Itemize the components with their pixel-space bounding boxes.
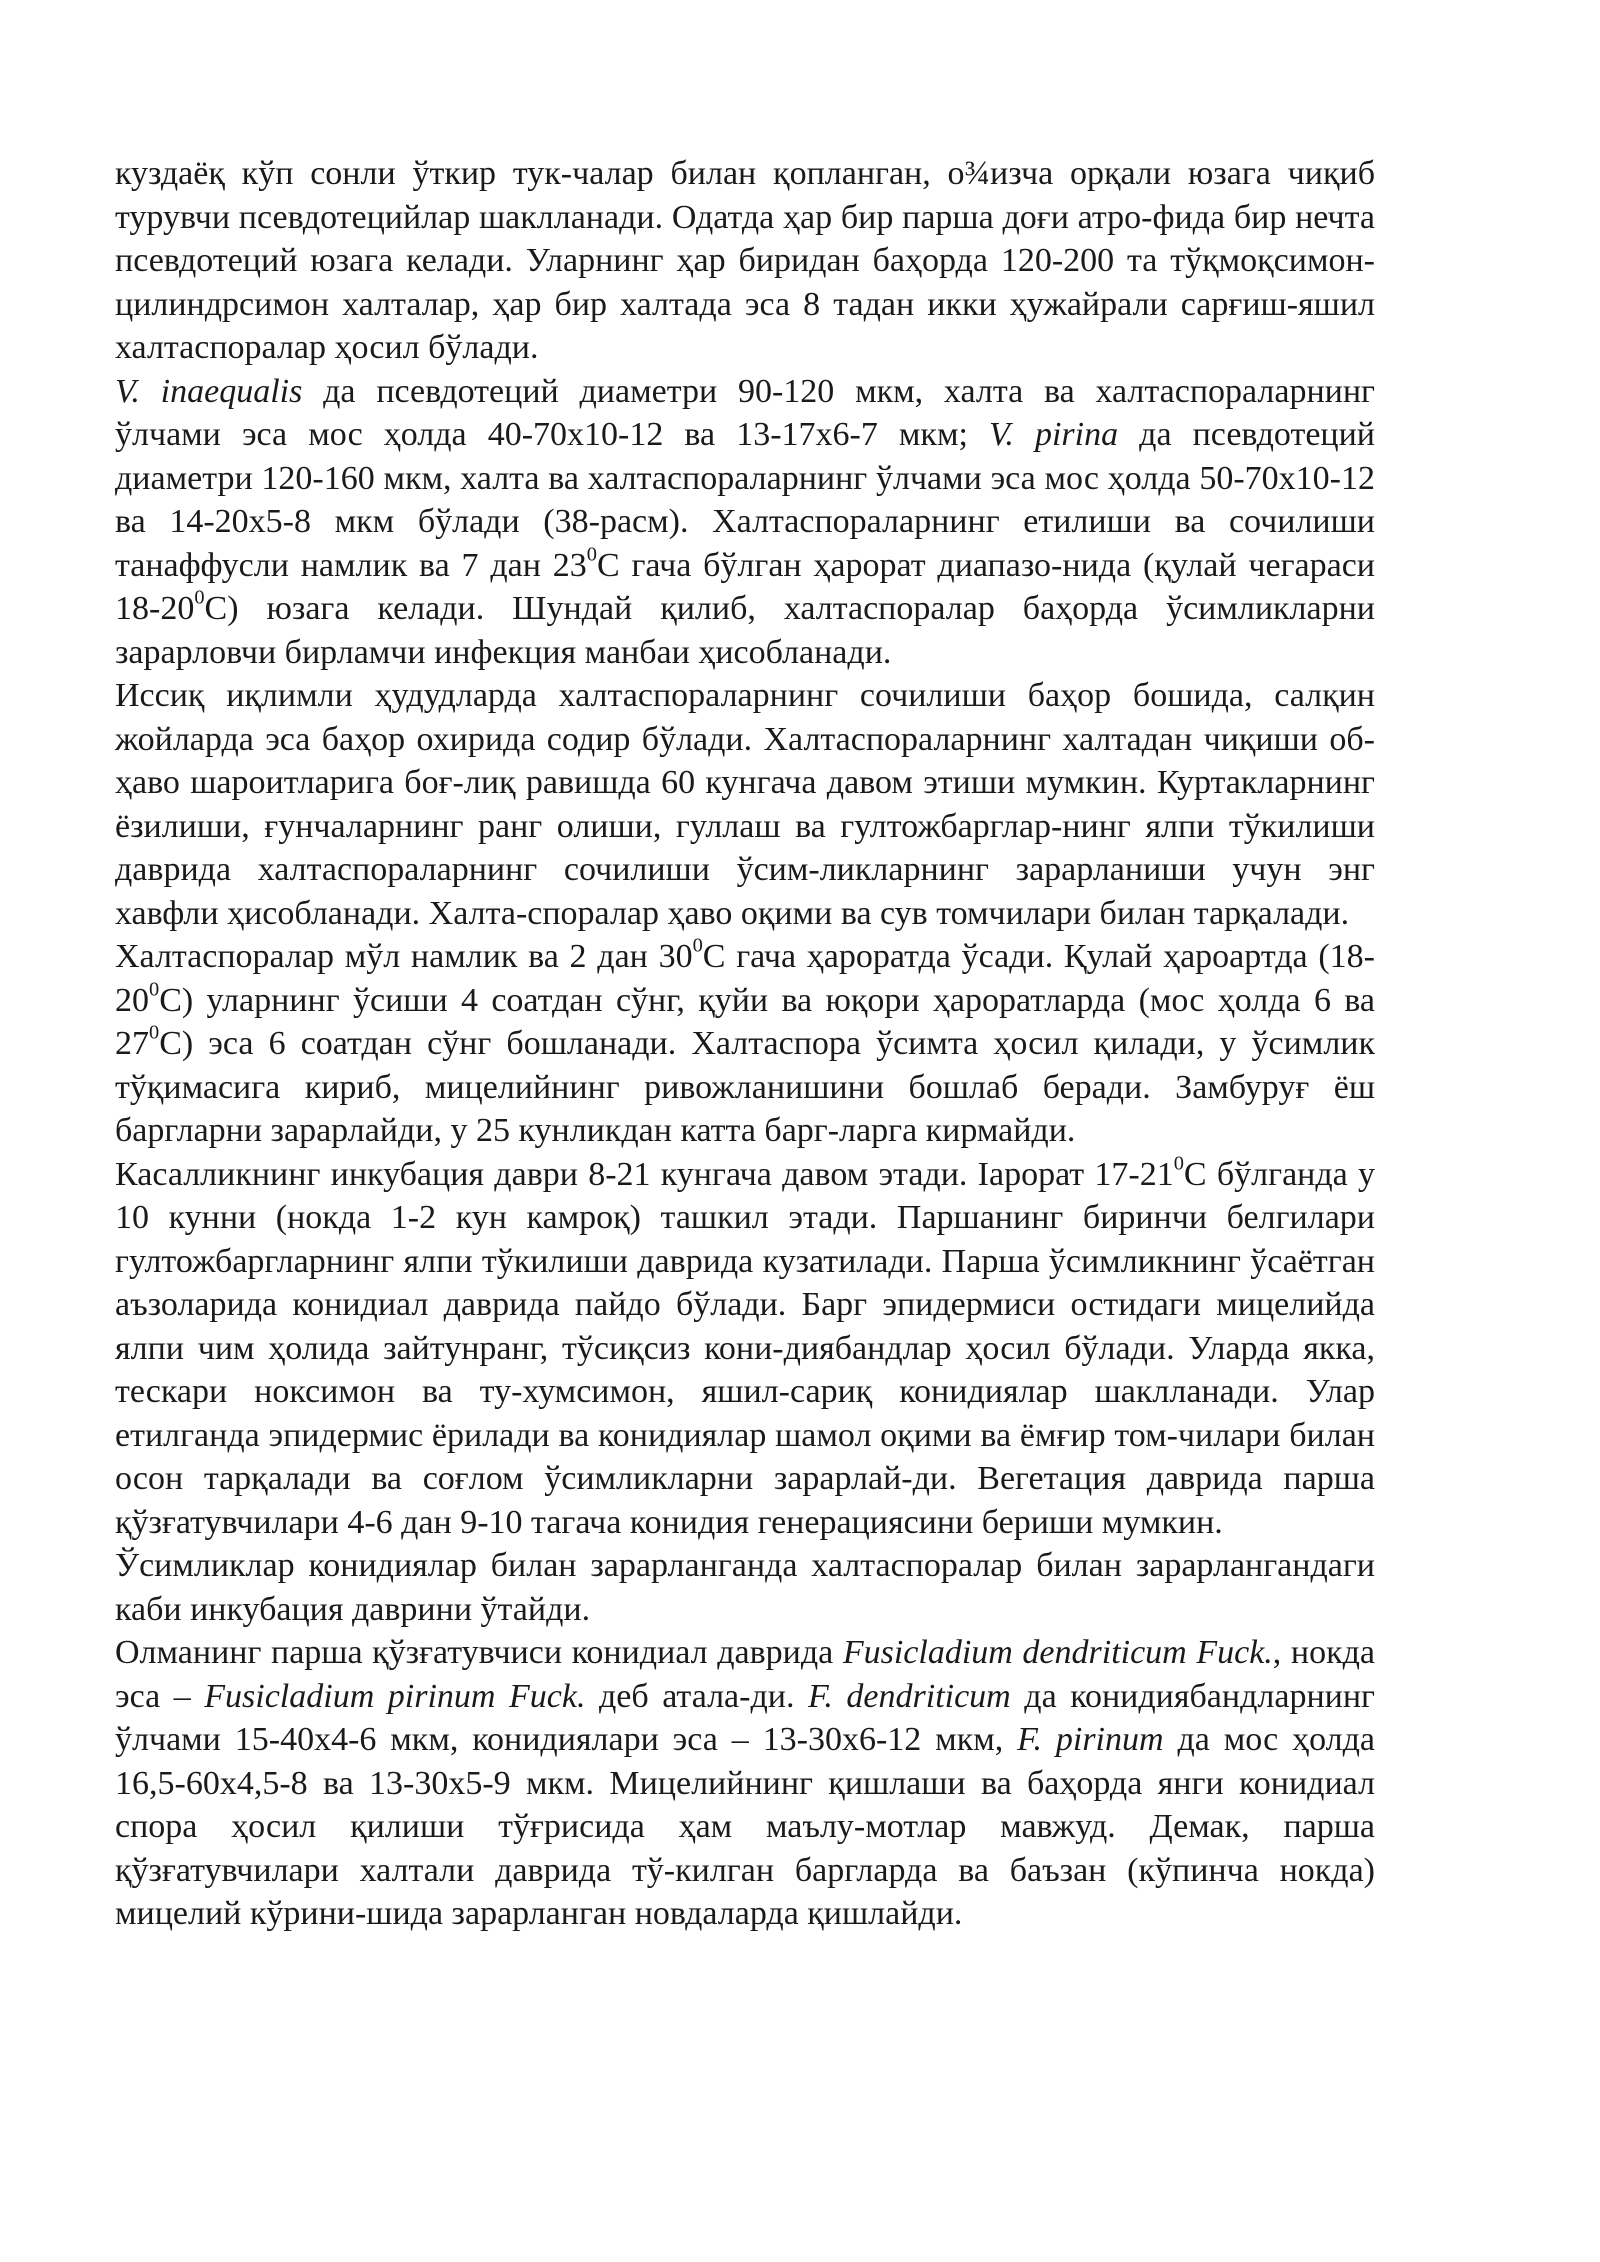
paragraph [115,674,1375,935]
text-run: С бўлганда у 10 кунни (нокда 1-2 кун камроқ) ташкил этади. Паршанинг биринчи белгилари гултожбаргларнинг ялпи тўкилиши даврида кузатилади. Парша ўсимликнинг ўсаётган аъзоларида конидиал даврида пайдо бўлади. Барг эпидермиси остидаги мицелийда ялпи чим ҳолида зайтунранг, тўсиқсиз кони-диябандлар ҳосил бўлади. Уларда якка, тескари ноксимон ва ту-хумсимон, яшил-сариқ конидиялар шаклланади. Улар етилганда эпидермис ёрилади ва конидиялар шамол оқими ва ёмғир том-чилари билан осон тарқалади ва соғлом ўсимликларни зарарлай-ди. Вегетация даврида парша қўзғатувчилари 4-6 дан 9-10 тагача конидия генерациясини бериши мумкин. [115,1155,1375,1541]
text-run: С) юзага келади. Шундай қилиб, халтаспоралар баҳорда ўсимликларни зарарловчи бирламчи инфекция манбаи ҳисобланади. [115,590,1375,671]
superscript: 0 [692,934,703,957]
text-run: куздаёқ кўп сонли ўткир тук-чалар билан қопланган, о¾изча орқали юзага чиқиб турувчи псевдотецийлар шаклланади. Одатда ҳар бир парша доғи атро-фида бир нечта псевдотеций юзага келади. Уларнинг ҳар биридан баҳорда 120-200 та тўқмоқсимон-цилиндрсимон халталар, ҳар бир халтада эса 8 тадан икки ҳужайрали сарғиш-яшил халтаспоралар ҳосил бўлади. [115,155,1375,366]
italic-text: F. dendriticum [808,1677,1011,1715]
text-run: С) эса 6 соатдан сўнг бошланади. Халтаспора ўсимта ҳосил қилади, у ўсимлик тўқимасига кириб, мицелийнинг ривожланишини бошлаб беради. Замбуруғ ёш баргларни зарарлайди, у 25 кунликдан катта барг-ларга кирмайди. [115,1025,1375,1149]
italic-text: Fusicladium dendriticum Fuck. [842,1634,1273,1671]
document-page [115,152,1375,1936]
paragraph [115,1631,1375,1936]
text-run: Ўсимликлар конидиялар билан зарарланганда халтаспоралар билан зарарлангандаги каби инкубация даврини ўтайди. [115,1547,1375,1628]
italic-text: F. pirinum [1017,1721,1164,1758]
paragraph [115,935,1375,1153]
paragraph [115,370,1375,675]
text-run: да псевдотеций диаметри 120-160 мкм, халта ва халтаспораларнинг ўлчами эса мос ҳолда 50-70х10-12 ва 14-20х5-8 мкм бўлади (38-расм). Халтаспораларнинг етилиши ва сочилиши танаффусли намлик ва 7 дан 23 [115,416,1375,584]
text-run: С гача бўлган ҳарорат диапазо-нида (қулай чегараси 18-20 [115,546,1375,627]
text-run: С) уларнинг ўсиши 4 соатдан сўнг, қуйи ва юқори ҳароратларда (мос ҳолда 6 ва 27 [115,981,1375,1062]
text-run: да мос ҳолда 16,5-60х4,5-8 ва 13-30х5-9 мкм. Мицелийнинг қишлаши ва баҳорда янги конидиал спора ҳосил қилиши тўғрисида ҳам маълу-мотлар мавжуд. Демак, парша қўзғатувчилари халтали даврида тў-килган баргларда ва баъзан (кўпинча нокда) мицелий кўрини-шида зарарланган новдаларда қишлайди. [115,1721,1375,1932]
superscript: 0 [586,543,597,566]
text-run: , нокда эса – [115,1634,1375,1715]
text-run: да конидиябандларнинг ўлчами 15-40х4-6 мкм, конидиялари эса – 13-30х6-12 мкм, [115,1677,1375,1758]
paragraph [115,1544,1375,1631]
paragraph [115,152,1375,370]
superscript: 0 [1173,1152,1184,1175]
italic-text: V. pirina [988,416,1119,453]
superscript: 0 [149,978,160,1001]
text-run: Халтаспоралар мўл намлик ва 2 дан 30 [115,938,693,975]
text-run: Касалликнинг инкубация даври 8-21 кунгача давом этади. Іарорат 17-21 [115,1155,1174,1193]
italic-text: V. inaequalis [115,372,303,410]
superscript: 0 [194,586,205,609]
text-run: С гача ҳароратда ўсади. Қулай ҳароартда (18-20 [115,938,1375,1019]
italic-text: Fusicladium pirinum Fuck. [204,1677,586,1715]
paragraph [115,1153,1375,1545]
text-run: деб атала-ди. [585,1677,808,1715]
text-run: Иссиқ иқлимли ҳудудларда халтаспораларнинг сочилиши баҳор бошида, салқин жойларда эса баҳор охирида содир бўлади. Халтаспораларнинг халтадан чиқиши об-ҳаво шароитларига боғ-лиқ равишда 60 кунгача давом этиши мумкин. Куртакларнинг ёзилиши, ғунчаларнинг ранг олиши, гуллаш ва гултожбарглар-нинг ялпи тўкилиши даврида халтаспораларнинг сочилиши ўсим-ликларнинг зарарланиши учун энг хавфли ҳисобланади. Халта-споралар ҳаво оқими ва сув томчилари билан тарқалади. [115,677,1375,932]
superscript: 0 [149,1021,160,1044]
text-run: Олманинг парша қўзғатувчиси конидиал даврида [115,1634,843,1671]
text-run: да псевдотеций диаметри 90-120 мкм, халта ва халтаспораларнинг ўлчами эса мос ҳолда 40-70х10-12 ва 13-17х6-7 мкм; [115,372,1376,453]
